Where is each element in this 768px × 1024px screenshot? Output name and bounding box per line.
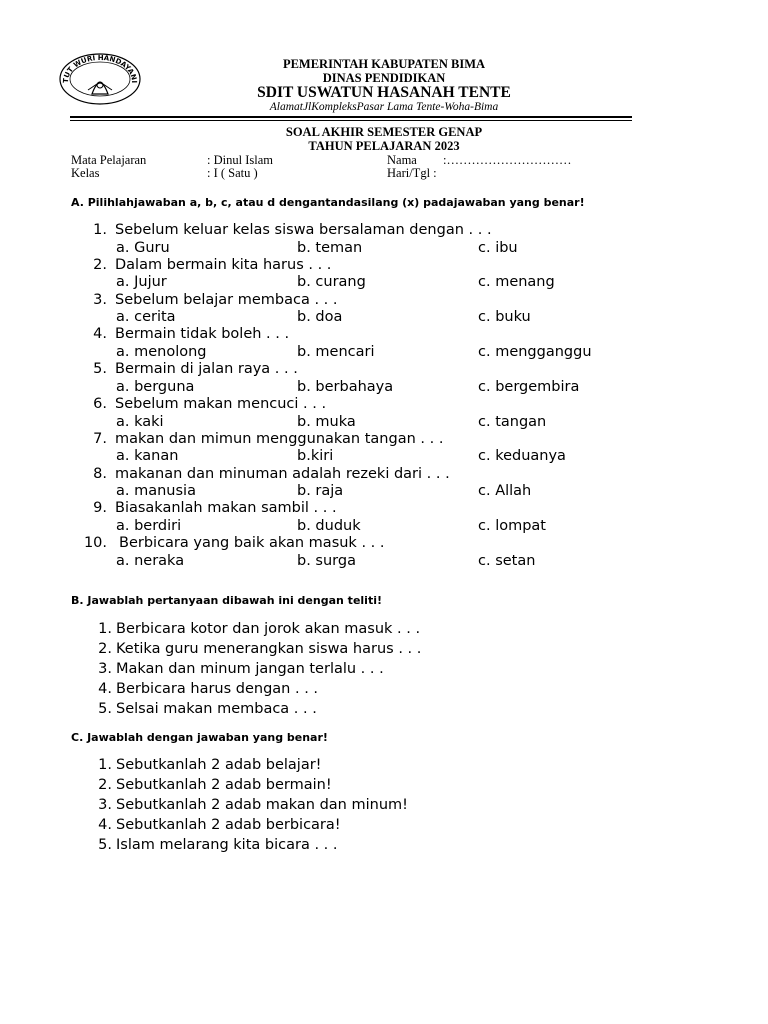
letterhead-address: AlamatJlKompleksPasar Lama Tente-Woha-Bima <box>269 101 499 113</box>
letterhead-divider-thin <box>70 120 632 121</box>
option-c[interactable]: c. mengganggu <box>478 343 592 360</box>
question-number: 2. <box>93 256 107 273</box>
question-number: 3. <box>93 291 107 308</box>
option-c[interactable]: c. keduanya <box>478 448 566 465</box>
subject-label: Mata Pelajaran <box>71 153 147 167</box>
item-text: Berbicara harus dengan . . . <box>116 681 319 697</box>
option-a[interactable]: a. manusia <box>116 483 196 500</box>
question-text: Sebelum belajar membaca . . . <box>115 291 338 308</box>
question-number: 10. <box>83 535 107 552</box>
item-text: Makan dan minum jangan terlalu . . . <box>116 661 384 677</box>
option-a[interactable]: a. kanan <box>116 448 179 465</box>
question-text: makan dan mimun menggunakan tangan . . . <box>115 430 444 447</box>
question-text: Sebelum makan mencuci . . . <box>115 396 327 412</box>
option-c[interactable]: c. lompat <box>478 517 546 534</box>
item-number: 5. <box>98 837 112 853</box>
option-a[interactable]: a. berdiri <box>116 517 182 534</box>
section-a-title: A. Pilihlahjawaban a, b, c, atau d dengantandasilang (x) padajawaban yang benar! <box>71 196 585 209</box>
option-a[interactable]: a. neraka <box>116 552 185 569</box>
name-label: Nama <box>387 153 417 167</box>
option-c[interactable]: c. ibu <box>478 239 518 256</box>
question-text: Dalam bermain kita harus . . . <box>115 256 332 273</box>
exam-year: TAHUN PELAJARAN 2023 <box>308 139 460 153</box>
item-number: 3. <box>98 661 112 677</box>
option-c[interactable]: c. menang <box>478 274 555 291</box>
item-text: Islam melarang kita bicara . . . <box>116 837 338 853</box>
option-b[interactable]: b. curang <box>297 274 366 291</box>
option-b[interactable]: b. muka <box>297 413 356 430</box>
option-c[interactable]: c. tangan <box>478 413 547 430</box>
option-a[interactable]: a. berguna <box>116 378 195 395</box>
item-number: 4. <box>98 681 112 697</box>
option-c[interactable]: c. bergembira <box>478 378 580 395</box>
option-c[interactable]: c. setan <box>478 552 536 569</box>
section-c-title: C. Jawablah dengan jawaban yang benar! <box>71 731 328 744</box>
svg-text:TUT WURI HANDAYANI: TUT WURI HANDAYANI <box>61 53 139 84</box>
option-c[interactable]: c. Allah <box>478 483 532 500</box>
option-a[interactable]: a. kaki <box>116 413 164 430</box>
question-number: 6. <box>93 396 107 412</box>
class-label: Kelas <box>71 166 100 180</box>
question-number: 1. <box>93 222 107 238</box>
option-b[interactable]: b. doa <box>297 309 343 326</box>
item-number: 5. <box>98 701 112 717</box>
option-b[interactable]: b. raja <box>297 483 344 500</box>
item-text: Sebutkanlah 2 adab bermain! <box>116 777 332 793</box>
subject-value: : Dinul Islam <box>207 153 273 167</box>
item-text: Ketika guru menerangkan siswa harus . . . <box>116 641 422 657</box>
item-number: 2. <box>98 777 112 793</box>
question-text: Berbicara yang baik akan masuk . . . <box>119 535 385 552</box>
question-number: 4. <box>93 326 107 343</box>
class-value: : I ( Satu ) <box>207 166 258 180</box>
option-a[interactable]: a. Jujur <box>116 274 167 291</box>
letterhead-divider <box>70 116 632 118</box>
option-b[interactable]: b. surga <box>297 552 356 569</box>
item-number: 3. <box>98 797 112 813</box>
letterhead-school-name: SDIT USWATUN HASANAH TENTE <box>257 84 511 101</box>
question-number: 8. <box>93 465 107 482</box>
question-text: Biasakanlah makan sambil . . . <box>115 500 337 517</box>
question-number: 9. <box>93 500 107 517</box>
option-a[interactable]: a. cerita <box>116 309 176 326</box>
question-text: makanan dan minuman adalah rezeki dari . . . <box>115 465 450 482</box>
item-text: Sebutkanlah 2 adab berbicara! <box>116 817 341 833</box>
item-number: 1. <box>98 757 112 773</box>
section-b-title: B. Jawablah pertanyaan dibawah ini dengan teliti! <box>71 594 382 607</box>
question-text: Bermain tidak boleh . . . <box>115 326 290 343</box>
option-b[interactable]: b.kiri <box>297 448 334 465</box>
option-b[interactable]: b. duduk <box>297 517 361 534</box>
item-number: 2. <box>98 641 112 657</box>
question-number: 7. <box>93 430 107 447</box>
option-b[interactable]: b. teman <box>297 239 363 256</box>
item-number: 1. <box>98 621 112 637</box>
name-field[interactable]: :………………………… <box>443 153 572 167</box>
date-field[interactable]: Hari/Tgl : <box>387 166 437 180</box>
option-b[interactable]: b. berbahaya <box>297 378 394 395</box>
option-a[interactable]: a. menolong <box>116 343 207 360</box>
question-text: Bermain di jalan raya . . . <box>115 361 298 378</box>
letterhead-government: PEMERINTAH KABUPATEN BIMA <box>282 57 486 71</box>
letterhead-department: DINAS PENDIDIKAN <box>322 71 446 85</box>
exam-title: SOAL AKHIR SEMESTER GENAP <box>285 125 483 139</box>
question-text: Sebelum keluar kelas siswa bersalaman dengan . . . <box>115 222 492 238</box>
item-text: Berbicara kotor dan jorok akan masuk . . . <box>116 621 421 637</box>
option-b[interactable]: b. mencari <box>297 343 375 360</box>
item-text: Selsai makan membaca . . . <box>116 701 317 717</box>
item-number: 4. <box>98 817 112 833</box>
item-text: Sebutkanlah 2 adab belajar! <box>116 757 322 773</box>
question-number: 5. <box>93 361 107 378</box>
option-c[interactable]: c. buku <box>478 309 531 326</box>
item-text: Sebutkanlah 2 adab makan dan minum! <box>116 797 408 813</box>
option-a[interactable]: a. Guru <box>116 239 170 256</box>
